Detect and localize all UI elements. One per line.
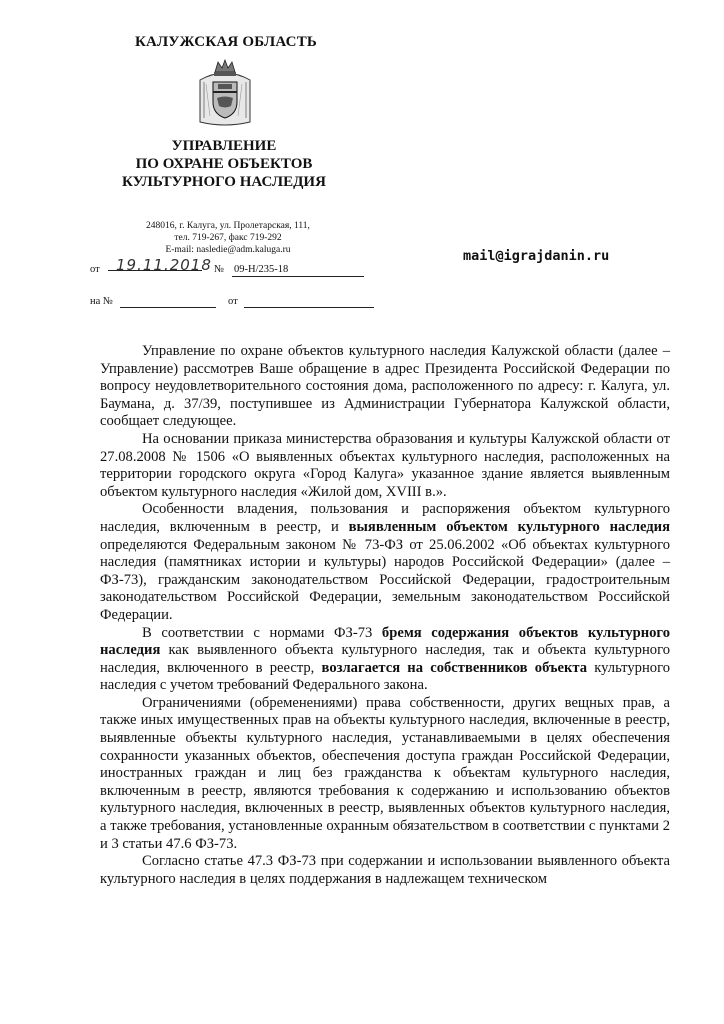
from-label: от	[90, 264, 100, 275]
paragraph: На основании приказа министерства образования и культуры Калужской области от 27.08.2008 № 1506 «О выявленных объектах культурного наследия, расположенных на территории городского округа «Город Калуга» указанное здание является выявленным объектом культурного наследия «Жилой дом, XVIII в.».	[100, 430, 670, 500]
date-handwritten: 19.11.2018	[116, 256, 212, 274]
outgoing-number: 09-Н/235-18	[234, 264, 289, 275]
on-from-label: от	[228, 296, 238, 307]
region-title: КАЛУЖСКАЯ ОБЛАСТЬ	[134, 34, 318, 50]
paragraph: Согласно статье 47.3 ФЗ-73 при содержании и использовании выявленного объекта культурного наследия в целях поддержания в надлежащем техническом	[100, 853, 670, 887]
coat-of-arms-icon	[196, 58, 254, 128]
number-line	[232, 276, 364, 277]
number-label: №	[214, 264, 225, 275]
department-line: КУЛЬТУРНОГО НАСЛЕДИЯ	[122, 174, 326, 190]
paragraph: Особенности владения, пользования и распоряжения объектом культурного наследия, включенным в реестр, и выявленным объектом культурного наследия определяются Федеральным законом № 73-ФЗ от 25.06.2002 «Об объектах культурного наследия (памятниках истории и культуры) народов Российской Федерации» (далее – ФЗ-73), гражданским законодательством Российской Федерации, градостроительным законодательством Российской Федерации, земельным законодательством Российской Федерации.	[100, 501, 670, 623]
letter-body	[100, 343, 670, 888]
on-number-label: на №	[90, 296, 113, 307]
paragraph: Управление по охране объектов культурного наследия Калужской области (далее – Управление) рассмотрев Ваше обращение в адрес Президента Российской Федерации по вопросу неудовлетворительного состояния дома, расположенного по адресу: г. Калуга, ул. Баумана, д. 37/39, поступившее из Администрации Губернатора Калужской области, сообщает следующее.	[100, 343, 670, 430]
department-line: УПРАВЛЕНИЕ	[171, 138, 277, 154]
address-line: тел. 719-267, факс 719-292	[174, 233, 282, 243]
recipient-email: mail@igrajdanin.ru	[463, 248, 610, 264]
paragraph: В соответствии с нормами ФЗ-73 бремя содержания объектов культурного наследия как выявленного объекта культурного наследия, так и объекта культурного наследия, включенного в реестр, возлагается на собственников объекта культурного наследия с учетом требований Федерального закона.	[100, 624, 670, 694]
on-number-line	[120, 307, 216, 308]
department-address	[128, 220, 328, 256]
department-title	[104, 137, 344, 191]
address-line: 248016, г. Калуга, ул. Пролетарская, 111,	[146, 221, 310, 231]
department-line: ПО ОХРАНЕ ОБЪЕКТОВ	[135, 156, 313, 172]
address-line: E-mail: nasledie@adm.kaluga.ru	[165, 245, 291, 255]
on-date-line	[244, 307, 374, 308]
paragraph: Ограничениями (обременениями) права собственности, других вещных прав, а также иных имущественных прав на объекты культурного наследия, включенные в реестр, выявленные объекты культурного наследия, устанавливаемыми в целях обеспечения сохранности указанных объектов, обеспечения доступа граждан Российской Федерации, иностранных граждан и лиц без гражданства к объектам культурного наследия, включенным в реестр, являются требования к содержанию и использованию объектов культурного наследия, включенных в реестр, выявленных объектов культурного наследия, а также требования, установленные охранным обязательством в соответствии с пунктами 2 и 3 статьи 47.6 ФЗ-73.	[100, 694, 670, 852]
